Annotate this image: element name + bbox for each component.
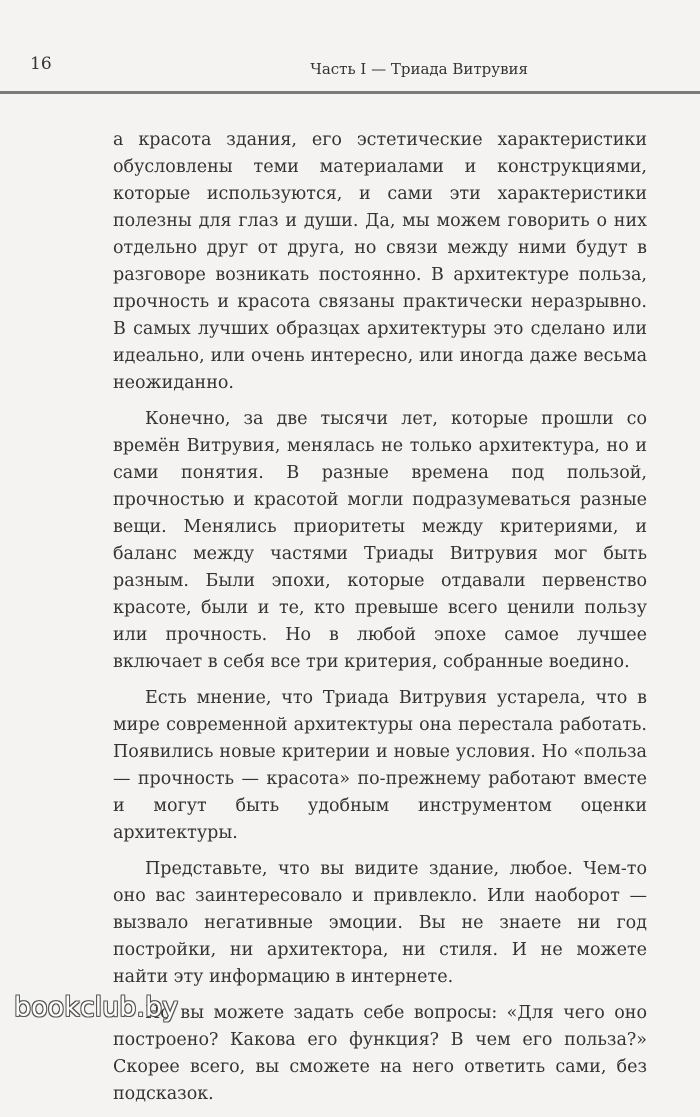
running-head: Часть I — Триада Витрувия — [310, 60, 528, 78]
page-number: 16 — [30, 54, 52, 74]
paragraph-2: Конечно, за две тысячи лет, которые прошли со времён Витрувия, менялась не только архитектура, но и сами понятия. В разные времена под пользой, прочностью и красотой могли подразумеваться разные вещи. Менялись приоритеты между критериями, и баланс между частями Триады Витрувия мог быть разным. Были эпохи, которые отдавали первенство красоте, были и те, кто превыше всего ценили пользу или прочность. Но в любой эпохе самое лучшее включает в себя все три критерия, собранные воедино. — [113, 409, 647, 672]
paragraph-4: Представьте, что вы видите здание, любое. Чем-то оно вас заинтересовало и привлекло. Или наоборот — вызвало негативные эмоции. Вы не знаете ни год постройки, ни архитектора, ни стиля. И не можете найти эту информацию в интернете. — [113, 859, 647, 987]
paragraph-3: Есть мнение, что Триада Витрувия устарела, что в мире современной архитектуры она перестала работать. Появились новые критерии и новые условия. Но «польза — прочность — красота» по-прежнему работают вместе и могут быть удобным инструментом оценки архитектуры. — [113, 688, 647, 843]
paragraph-1: а красота здания, его эстетические характеристики обусловлены теми материалами и конструкциями, которые используются, и сами эти характеристики полезны для глаз и души. Да, мы можем говорить о них отдельно друг от друга, но связи между ними будут в разговоре возникать постоянно. В архитектуре польза, прочность и красота связаны практически неразрывно. В самых лучших образцах архитектуры это сделано или идеально, или очень интересно, или иногда даже весьма неожиданно. — [113, 130, 647, 393]
body-text — [113, 127, 647, 1117]
header-rule — [0, 91, 700, 94]
paragraph-5: Но вы можете задать себе вопросы: «Для чего оно построено? Какова его функция? В чем его польза?» Скорее всего, вы сможете на него ответить сами, без подсказок. — [113, 1003, 647, 1104]
watermark: bookclub.by — [14, 992, 179, 1023]
